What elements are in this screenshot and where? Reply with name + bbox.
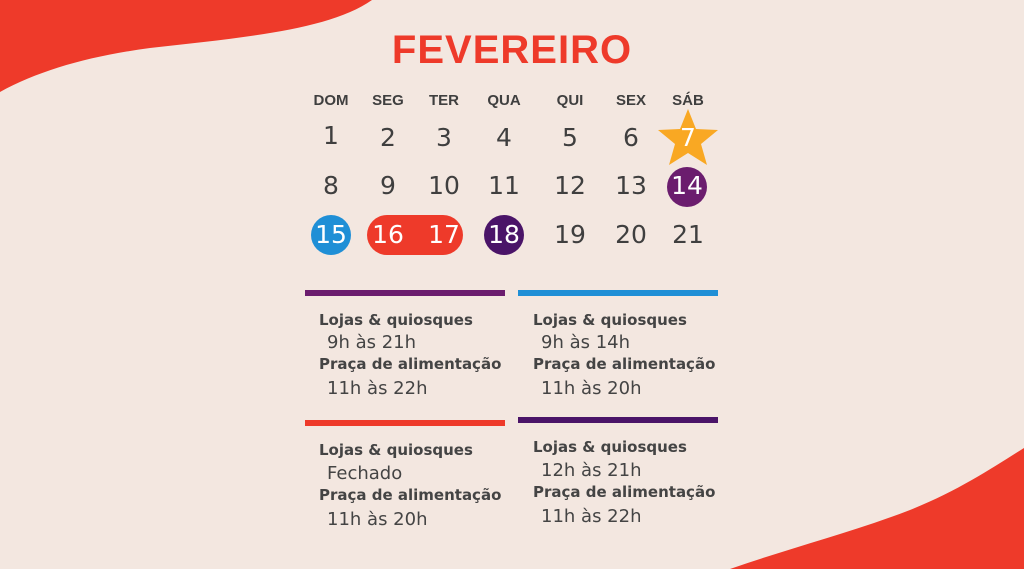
schedule-2-stores-label: Lojas & quiosques xyxy=(533,311,687,329)
schedule-4-color-bar xyxy=(518,417,718,423)
schedule-4-food-label: Praça de alimentação xyxy=(533,483,716,501)
weekday-mon: SEG xyxy=(372,92,404,109)
day-13: 13 xyxy=(615,171,647,200)
schedule-1-stores-hours: 9h às 21h xyxy=(327,332,417,353)
weekday-sun: DOM xyxy=(313,92,349,109)
schedule-2-color-bar xyxy=(518,290,718,296)
day-3: 3 xyxy=(436,123,452,152)
schedule-4-stores-label: Lojas & quiosques xyxy=(533,438,687,456)
day-19: 19 xyxy=(554,220,586,249)
day-10: 10 xyxy=(428,171,460,200)
bottom-right-wave-shape xyxy=(700,448,1024,569)
day-4: 4 xyxy=(496,123,512,152)
weekday-fri: SEX xyxy=(615,92,646,109)
day-14: 14 xyxy=(671,171,703,200)
schedule-1-food-label: Praça de alimentação xyxy=(319,355,502,373)
day-15: 15 xyxy=(315,220,347,249)
weekday-sat: SÁB xyxy=(672,92,704,109)
day-21: 21 xyxy=(672,220,704,249)
day-8: 8 xyxy=(323,171,339,200)
schedule-1-food-hours: 11h às 22h xyxy=(327,378,428,399)
schedule-2-food-label: Praça de alimentação xyxy=(533,355,716,373)
schedule-3-color-bar xyxy=(305,420,505,426)
schedule-3-food-hours: 11h às 20h xyxy=(327,509,428,530)
day-1: 1 xyxy=(323,121,339,150)
day-16: 16 xyxy=(372,220,404,249)
day-11: 11 xyxy=(488,171,520,200)
weekday-wed: QUA xyxy=(487,92,521,109)
schedule-4-stores-hours: 12h às 21h xyxy=(541,460,642,481)
day-17: 17 xyxy=(428,220,460,249)
schedule-1-color-bar xyxy=(305,290,505,296)
weekday-thu: QUI xyxy=(556,92,584,109)
schedule-2-stores-hours: 9h às 14h xyxy=(541,332,631,353)
day-6: 6 xyxy=(623,123,639,152)
day-18: 18 xyxy=(488,220,520,249)
schedule-4-food-hours: 11h às 22h xyxy=(541,506,642,527)
day-20: 20 xyxy=(615,220,647,249)
schedule-3-food-label: Praça de alimentação xyxy=(319,486,502,504)
schedule-2-food-hours: 11h às 20h xyxy=(541,378,642,399)
schedule-1-stores-label: Lojas & quiosques xyxy=(319,311,473,329)
schedule-3-stores-hours: Fechado xyxy=(327,463,403,484)
schedule-3-stores-label: Lojas & quiosques xyxy=(319,441,473,459)
day-2: 2 xyxy=(380,123,396,152)
month-title: FEVEREIRO xyxy=(391,28,633,72)
day-5: 5 xyxy=(562,123,578,152)
weekday-tue: TER xyxy=(429,92,459,109)
day-9: 9 xyxy=(380,171,396,200)
day-7: 7 xyxy=(680,123,696,152)
day-12: 12 xyxy=(554,171,586,200)
